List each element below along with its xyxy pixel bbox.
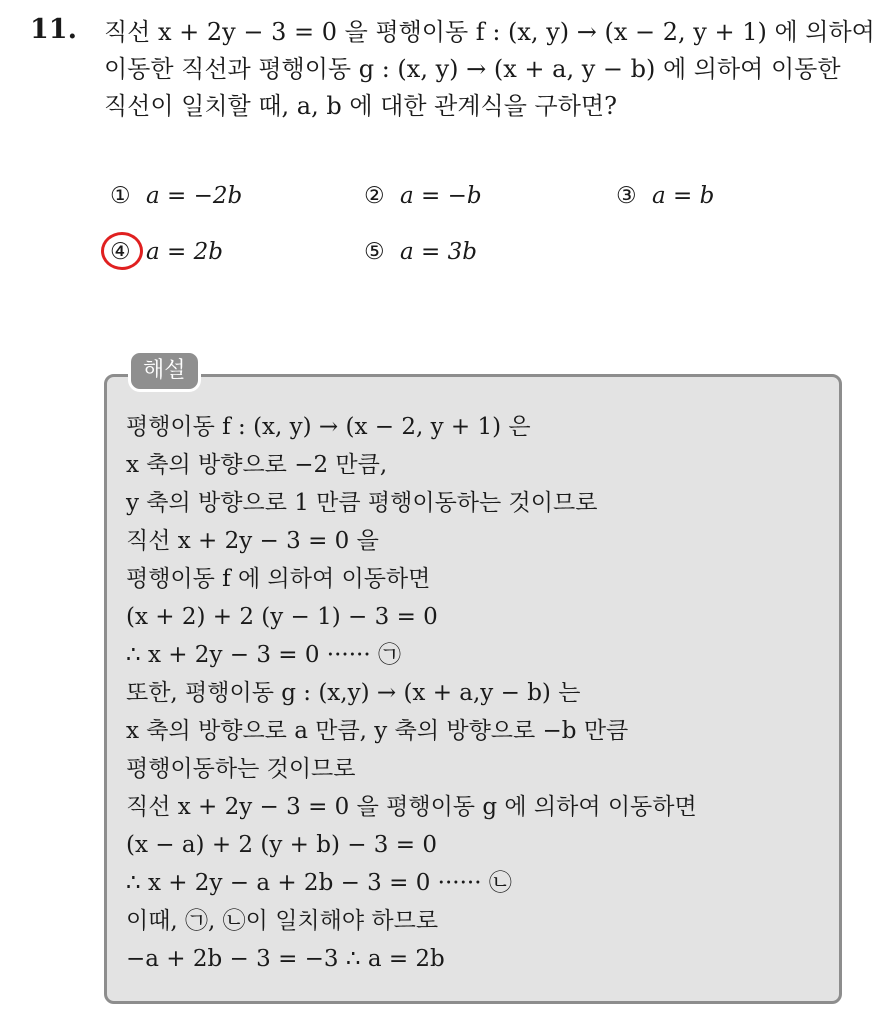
solution-line: −a + 2b − 3 = −3 ∴ a = 2b	[126, 946, 445, 972]
question-number: 11.	[30, 14, 77, 45]
solution-line: 직선 x + 2y − 3 = 0 을 평행이동 g 에 의하여 이동하면	[126, 794, 697, 820]
solution-line: (x + 2) + 2 (y − 1) − 3 = 0	[126, 604, 438, 630]
solution-line: (x − a) + 2 (y + b) − 3 = 0	[126, 832, 437, 858]
question-line-1: 직선 x + 2y − 3 = 0 을 평행이동 f : (x, y) → (x − 2, y + 1) 에 의하여	[104, 18, 875, 46]
question-text	[104, 14, 874, 125]
choice-2-text: a = −b	[400, 183, 482, 209]
answer-circle-mark	[101, 232, 143, 270]
choice-2[interactable]	[364, 183, 482, 209]
solution-line: 또한, 평행이동 g : (x,y) → (x + a,y − b) 는	[126, 680, 581, 706]
solution-line: 이때, ㉠, ㉡이 일치해야 하므로	[126, 908, 439, 934]
solution-tag: 해설	[128, 350, 201, 392]
choice-3-number: ③	[616, 183, 637, 209]
choice-3-text: a = b	[652, 183, 715, 209]
solution-line: 평행이동 f 에 의하여 이동하면	[126, 566, 431, 592]
choice-5-text: a = 3b	[400, 239, 477, 265]
solution-line: ∴ x + 2y − 3 = 0 ······ ㉠	[126, 642, 401, 668]
solution-line: x 축의 방향으로 −2 만큼,	[126, 452, 388, 478]
choice-2-number: ②	[364, 183, 385, 209]
solution-line: 직선 x + 2y − 3 = 0 을	[126, 528, 379, 554]
solution-line: 평행이동하는 것이므로	[126, 756, 356, 782]
choice-5-number: ⑤	[364, 239, 385, 265]
choice-1-text: a = −2b	[146, 183, 243, 209]
choice-3[interactable]	[616, 183, 714, 209]
solution-line: x 축의 방향으로 a 만큼, y 축의 방향으로 −b 만큼	[126, 718, 629, 744]
question-line-2: 이동한 직선과 평행이동 g : (x, y) → (x + a, y − b) 에 의하여 이동한	[104, 55, 841, 83]
solution-line: ∴ x + 2y − a + 2b − 3 = 0 ······ ㉡	[126, 870, 512, 896]
question-line-3: 직선이 일치할 때, a, b 에 대한 관계식을 구하면?	[104, 92, 617, 120]
solution-text	[126, 408, 826, 978]
choice-4-number: ④	[110, 239, 131, 265]
choice-1-number: ①	[110, 183, 131, 209]
choice-5[interactable]	[364, 239, 477, 265]
choice-1[interactable]	[110, 183, 242, 209]
choice-4-text: a = 2b	[146, 239, 223, 265]
solution-line: y 축의 방향으로 1 만큼 평행이동하는 것이므로	[126, 490, 598, 516]
solution-line: 평행이동 f : (x, y) → (x − 2, y + 1) 은	[126, 414, 531, 440]
